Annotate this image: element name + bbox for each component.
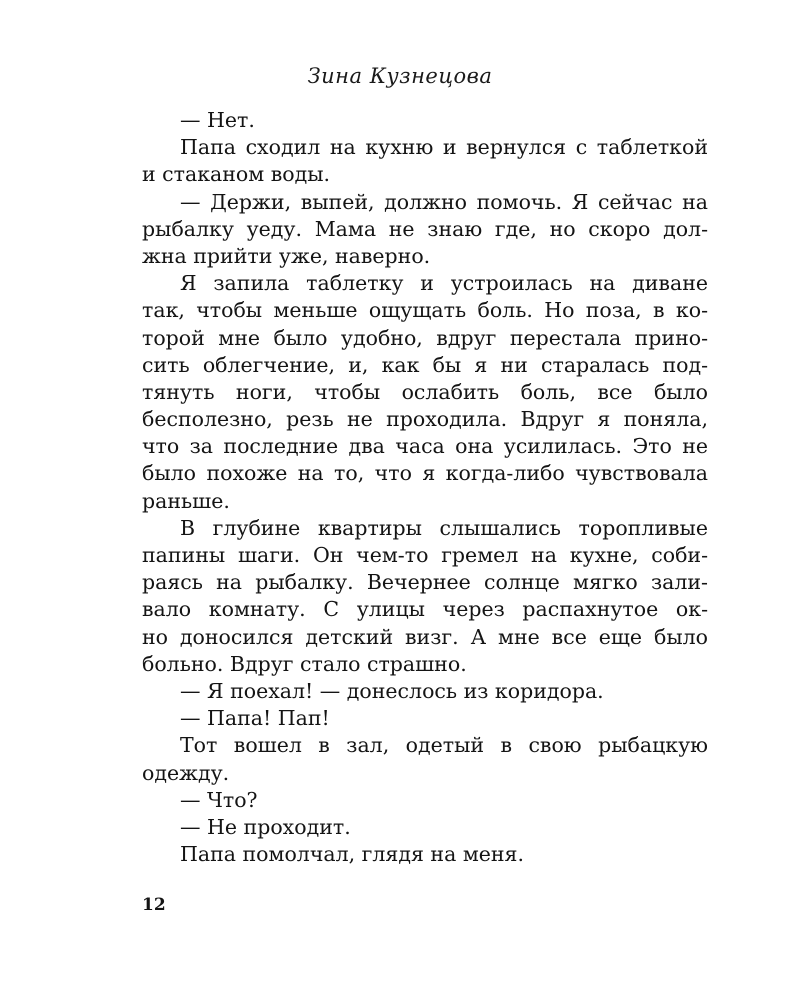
text-line: вало комнату. С улицы через распахнутое ок- <box>142 597 708 622</box>
text-line: — Что? <box>180 787 258 812</box>
text-line: одежду. <box>142 760 230 785</box>
running-head-author: Зина Кузнецова <box>307 64 493 88</box>
text-line: — Папа! Пап! <box>180 706 330 731</box>
text-line: Папа помолчал, глядя на меня. <box>180 842 525 867</box>
body-text <box>142 107 708 868</box>
text-line: папины шаги. Он чем-то гремел на кухне, соби- <box>142 543 708 567</box>
text-line: больно. Вдруг стало страшно. <box>142 651 467 676</box>
text-line: раясь на рыбалку. Вечернее солнце мягко зали- <box>142 570 708 595</box>
page-number: 12 <box>142 895 166 915</box>
text-line: — Не проходит. <box>180 814 351 839</box>
text-line: сить облегчение, и, как бы я ни старалась под- <box>142 352 708 377</box>
text-line: — Нет. <box>180 108 255 132</box>
text-line: было похоже на то, что я когда-либо чувствовала <box>142 461 708 486</box>
text-line: Я запила таблетку и устроилась на диване <box>180 271 708 296</box>
text-line: — Я поехал! — донеслось из коридора. <box>180 678 604 703</box>
text-line: бесполезно, резь не проходила. Вдруг я поняла, <box>142 407 708 432</box>
text-line: рыбалку уеду. Мама не знаю где, но скоро дол- <box>142 216 708 241</box>
text-line: но доносился детский визг. А мне все еще было <box>142 624 708 649</box>
text-line: раньше. <box>142 488 230 513</box>
text-line: Папа сходил на кухню и вернулся с таблеткой <box>180 135 708 160</box>
text-line: — Держи, выпей, должно помочь. Я сейчас на <box>180 189 708 214</box>
text-line: жна прийти уже, наверно. <box>142 243 431 268</box>
text-line: В глубине квартиры слышались торопливые <box>180 515 708 540</box>
text-line: торой мне было удобно, вдруг перестала прино- <box>142 325 708 350</box>
text-line: тянуть ноги, чтобы ослабить боль, все было <box>142 379 708 404</box>
text-line: что за последние два часа она усилилась. Это не <box>142 434 708 459</box>
text-line: Тот вошел в зал, одетый в свою рыбацкую <box>180 733 708 758</box>
text-line: так, чтобы меньше ощущать боль. Но поза, в ко- <box>142 298 708 323</box>
text-line: и стаканом воды. <box>142 162 331 187</box>
